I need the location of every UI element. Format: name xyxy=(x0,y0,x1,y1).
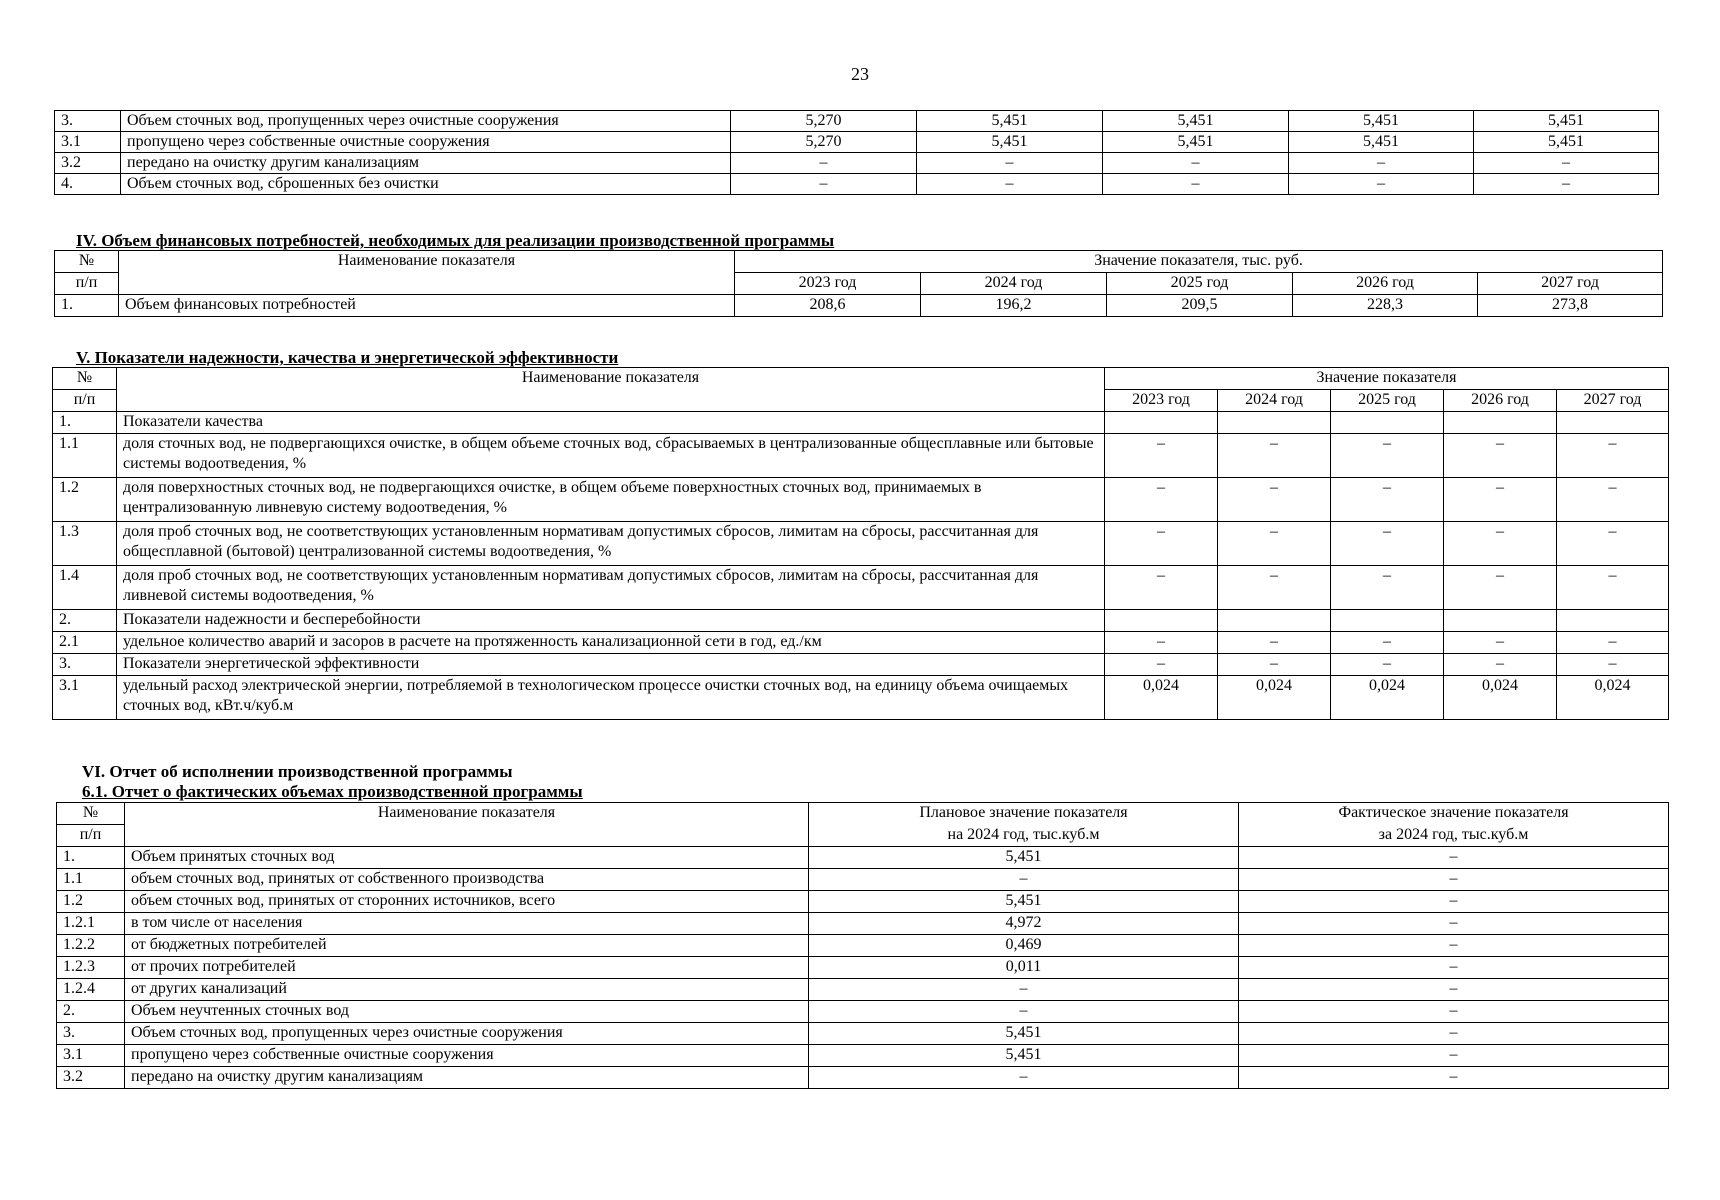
row-value xyxy=(1218,610,1331,632)
row-value: – xyxy=(1218,566,1331,610)
row-number: 1.2.2 xyxy=(57,935,125,957)
row-value: 0,024 xyxy=(1105,676,1218,720)
col-name-header: Наименование показателя xyxy=(117,368,1105,412)
row-value xyxy=(1444,412,1557,434)
row-value: 0,024 xyxy=(1444,676,1557,720)
row-value: – xyxy=(1105,478,1218,522)
row-name: Показатели надежности и бесперебойности xyxy=(117,610,1105,632)
row-fact-value: – xyxy=(1239,913,1669,935)
row-number: 1. xyxy=(55,295,119,317)
row-name: удельный расход электрической энергии, потребляемой в технологическом процессе очистки сточных вод, на единицу объема очищаемых сточных вод, кВт.ч/куб.м xyxy=(117,676,1105,720)
col-num-header-2: п/п xyxy=(57,825,125,847)
row-fact-value: – xyxy=(1239,1023,1669,1045)
row-value: – xyxy=(1331,654,1444,676)
row-value: – xyxy=(1105,434,1218,478)
table-row xyxy=(53,522,1669,566)
row-name: Показатели энергетической эффективности xyxy=(117,654,1105,676)
row-value xyxy=(1105,412,1218,434)
table-row xyxy=(57,1045,1669,1067)
row-value: – xyxy=(731,174,917,195)
table-row xyxy=(55,174,1659,195)
row-value: – xyxy=(1557,654,1669,676)
row-value: 5,451 xyxy=(1103,132,1289,153)
row-number: 1. xyxy=(53,412,117,434)
col-plan-header: Плановое значение показателя xyxy=(809,803,1239,825)
row-value: – xyxy=(1331,632,1444,654)
table-row xyxy=(53,478,1669,522)
row-number: 3. xyxy=(57,1023,125,1045)
row-number: 2. xyxy=(57,1001,125,1023)
row-name: передано на очистку другим канализациям xyxy=(121,153,731,174)
year-header: 2027 год xyxy=(1557,390,1669,412)
row-name: Объем финансовых потребностей xyxy=(119,295,735,317)
row-value: – xyxy=(917,174,1103,195)
row-fact-value: – xyxy=(1239,1001,1669,1023)
row-number: 1.3 xyxy=(53,522,117,566)
table-row xyxy=(57,957,1669,979)
row-value xyxy=(1331,412,1444,434)
row-value: – xyxy=(917,153,1103,174)
row-number: 2. xyxy=(53,610,117,632)
year-header: 2023 год xyxy=(735,273,921,295)
table-volumes-continued xyxy=(54,110,1659,195)
row-number: 1.1 xyxy=(57,869,125,891)
row-value: – xyxy=(1331,566,1444,610)
table-row xyxy=(55,295,1663,317)
row-value xyxy=(1557,610,1669,632)
row-value: – xyxy=(1444,434,1557,478)
row-plan-value: – xyxy=(809,1001,1239,1023)
row-plan-value: – xyxy=(809,979,1239,1001)
row-name: Показатели качества xyxy=(117,412,1105,434)
row-value: – xyxy=(1105,654,1218,676)
row-value: – xyxy=(1105,522,1218,566)
row-value: – xyxy=(1444,522,1557,566)
table-row xyxy=(57,891,1669,913)
row-value: – xyxy=(1444,566,1557,610)
row-number: 3.2 xyxy=(55,153,121,174)
row-number: 3.1 xyxy=(57,1045,125,1067)
row-name: Объем неучтенных сточных вод xyxy=(125,1001,809,1023)
row-number: 3.2 xyxy=(57,1067,125,1089)
row-number: 2.1 xyxy=(53,632,117,654)
row-value: – xyxy=(1103,174,1289,195)
table-reliability-indicators xyxy=(52,367,1669,720)
col-name-header: Наименование показателя xyxy=(119,251,735,295)
year-header: 2023 год xyxy=(1105,390,1218,412)
row-name: доля проб сточных вод, не соответствующих установленным нормативам допустимых сбросов, лимитам на сбросы, рассчитанная для общесплавной (бытовой) централизованной системы водоотведения, % xyxy=(117,522,1105,566)
row-value: – xyxy=(1444,478,1557,522)
row-value xyxy=(1557,412,1669,434)
table-row xyxy=(57,1023,1669,1045)
row-number: 1.2.1 xyxy=(57,913,125,935)
section5-heading: V. Показатели надежности, качества и энергетической эффективности xyxy=(76,348,619,367)
row-plan-value: – xyxy=(809,1067,1239,1089)
section6-heading: VI. Отчет об исполнении производственной программы xyxy=(82,762,513,781)
year-header: 2026 год xyxy=(1444,390,1557,412)
table-row xyxy=(57,1067,1669,1089)
row-value: – xyxy=(1557,522,1669,566)
row-value: – xyxy=(1289,174,1474,195)
row-plan-value: 4,972 xyxy=(809,913,1239,935)
table-row xyxy=(57,913,1669,935)
row-value: 209,5 xyxy=(1107,295,1293,317)
row-name: пропущено через собственные очистные сооружения xyxy=(125,1045,809,1067)
row-name: объем сточных вод, принятых от собственного производства xyxy=(125,869,809,891)
row-value: – xyxy=(1105,566,1218,610)
table-row xyxy=(55,132,1659,153)
row-fact-value: – xyxy=(1239,979,1669,1001)
table-row xyxy=(53,434,1669,478)
table-actual-volumes xyxy=(56,802,1669,1089)
year-header: 2025 год xyxy=(1331,390,1444,412)
row-name: от прочих потребителей xyxy=(125,957,809,979)
row-number: 1.2.4 xyxy=(57,979,125,1001)
year-header: 2024 год xyxy=(921,273,1107,295)
row-name: удельное количество аварий и засоров в расчете на протяженность канализационной сети в год, ед./км xyxy=(117,632,1105,654)
row-fact-value: – xyxy=(1239,935,1669,957)
row-plan-value: 5,451 xyxy=(809,891,1239,913)
row-plan-value: 0,011 xyxy=(809,957,1239,979)
col-num-header-2: п/п xyxy=(55,273,119,295)
row-name: Объем сточных вод, сброшенных без очистки xyxy=(121,174,731,195)
row-value: 5,451 xyxy=(917,111,1103,132)
col-num-header-2: п/п xyxy=(53,390,117,412)
row-fact-value: – xyxy=(1239,1067,1669,1089)
table-row xyxy=(57,869,1669,891)
row-value: 0,024 xyxy=(1331,676,1444,720)
row-value: – xyxy=(1331,478,1444,522)
row-fact-value: – xyxy=(1239,847,1669,869)
row-name: в том числе от населения xyxy=(125,913,809,935)
row-fact-value: – xyxy=(1239,891,1669,913)
table-row xyxy=(53,412,1669,434)
row-value: 5,451 xyxy=(1474,111,1659,132)
row-number: 3. xyxy=(53,654,117,676)
row-number: 1.1 xyxy=(53,434,117,478)
row-value: 273,8 xyxy=(1478,295,1663,317)
row-value xyxy=(1105,610,1218,632)
table-row xyxy=(57,1001,1669,1023)
row-number: 3.1 xyxy=(55,132,121,153)
year-header: 2026 год xyxy=(1293,273,1478,295)
row-plan-value: 5,451 xyxy=(809,1023,1239,1045)
row-value: – xyxy=(1474,174,1659,195)
row-value xyxy=(1331,610,1444,632)
row-value: 5,451 xyxy=(917,132,1103,153)
row-value: – xyxy=(1218,522,1331,566)
row-value: – xyxy=(1103,153,1289,174)
row-name: доля поверхностных сточных вод, не подвергающихся очистке, в общем объеме поверхностных сточных вод, принимаемых в централизованную ливневую систему водоотведения, % xyxy=(117,478,1105,522)
row-fact-value: – xyxy=(1239,1045,1669,1067)
row-number: 1.4 xyxy=(53,566,117,610)
year-header: 2027 год xyxy=(1478,273,1663,295)
row-name: от бюджетных потребителей xyxy=(125,935,809,957)
row-value: – xyxy=(1289,153,1474,174)
row-value: – xyxy=(1218,654,1331,676)
row-number: 1. xyxy=(57,847,125,869)
table-actual-volumes-body xyxy=(57,803,1669,1089)
row-value: – xyxy=(1557,632,1669,654)
table-row xyxy=(53,610,1669,632)
row-value: – xyxy=(1444,632,1557,654)
table-row xyxy=(57,847,1669,869)
row-value: – xyxy=(1218,632,1331,654)
row-name: доля проб сточных вод, не соответствующих установленным нормативам допустимых сбросов, лимитам на сбросы, рассчитанная для ливневой системы водоотведения, % xyxy=(117,566,1105,610)
row-value: – xyxy=(1105,632,1218,654)
row-fact-value: – xyxy=(1239,957,1669,979)
row-value: – xyxy=(1557,478,1669,522)
row-number: 1.2.3 xyxy=(57,957,125,979)
row-name: Объем принятых сточных вод xyxy=(125,847,809,869)
row-plan-value: 5,451 xyxy=(809,847,1239,869)
section4-heading: IV. Объем финансовых потребностей, необходимых для реализации производственной программы xyxy=(76,231,835,250)
row-value: 5,451 xyxy=(1289,111,1474,132)
table-row xyxy=(53,676,1669,720)
row-plan-value: 0,469 xyxy=(809,935,1239,957)
year-header: 2025 год xyxy=(1107,273,1293,295)
row-name: пропущено через собственные очистные сооружения xyxy=(121,132,731,153)
row-name: передано на очистку другим канализациям xyxy=(125,1067,809,1089)
row-value: – xyxy=(731,153,917,174)
row-fact-value: – xyxy=(1239,869,1669,891)
row-value: – xyxy=(1331,434,1444,478)
row-value xyxy=(1218,412,1331,434)
row-plan-value: – xyxy=(809,869,1239,891)
row-value: 5,270 xyxy=(731,132,917,153)
row-value: – xyxy=(1331,522,1444,566)
row-value xyxy=(1444,610,1557,632)
page-number: 23 xyxy=(851,64,869,84)
table-volumes-continued-body xyxy=(55,111,1659,195)
col-value-header: Значение показателя xyxy=(1105,368,1669,390)
col-value-header: Значение показателя, тыс. руб. xyxy=(735,251,1663,273)
row-value: – xyxy=(1218,478,1331,522)
row-value: – xyxy=(1557,434,1669,478)
table-reliability-body xyxy=(53,368,1669,720)
col-num-header: № xyxy=(53,368,117,390)
row-name: от других канализаций xyxy=(125,979,809,1001)
col-plan-header-2: на 2024 год, тыс.куб.м xyxy=(809,825,1239,847)
row-value: – xyxy=(1474,153,1659,174)
row-value: 196,2 xyxy=(921,295,1107,317)
row-value: 5,451 xyxy=(1289,132,1474,153)
row-value: 5,270 xyxy=(731,111,917,132)
row-number: 3.1 xyxy=(53,676,117,720)
row-number: 3. xyxy=(55,111,121,132)
row-value: 0,024 xyxy=(1557,676,1669,720)
col-num-header: № xyxy=(55,251,119,273)
col-num-header: № xyxy=(57,803,125,825)
row-value: 5,451 xyxy=(1474,132,1659,153)
col-name-header: Наименование показателя xyxy=(125,803,809,847)
row-name: Объем сточных вод, пропущенных через очистные сооружения xyxy=(121,111,731,132)
table-financial-needs xyxy=(54,250,1663,317)
row-value: – xyxy=(1444,654,1557,676)
row-value: 228,3 xyxy=(1293,295,1478,317)
section6-subheading: 6.1. Отчет о фактических объемах производственной программы xyxy=(82,782,583,801)
row-plan-value: 5,451 xyxy=(809,1045,1239,1067)
year-header: 2024 год xyxy=(1218,390,1331,412)
row-number: 1.2 xyxy=(53,478,117,522)
row-value: – xyxy=(1218,434,1331,478)
table-row xyxy=(57,979,1669,1001)
row-value: – xyxy=(1557,566,1669,610)
row-value: 5,451 xyxy=(1103,111,1289,132)
row-value: 208,6 xyxy=(735,295,921,317)
table-row xyxy=(53,654,1669,676)
row-name: доля сточных вод, не подвергающихся очистке, в общем объеме сточных вод, сбрасываемых в централизованные общесплавные или бытовые системы водоотведения, % xyxy=(117,434,1105,478)
row-number: 4. xyxy=(55,174,121,195)
table-row xyxy=(57,935,1669,957)
table-row xyxy=(53,566,1669,610)
row-name: Объем сточных вод, пропущенных через очистные сооружения xyxy=(125,1023,809,1045)
row-value: 0,024 xyxy=(1218,676,1331,720)
row-number: 1.2 xyxy=(57,891,125,913)
table-row xyxy=(53,632,1669,654)
table-row xyxy=(55,111,1659,132)
col-fact-header: Фактическое значение показателя xyxy=(1239,803,1669,825)
col-fact-header-2: за 2024 год, тыс.куб.м xyxy=(1239,825,1669,847)
table-row xyxy=(55,153,1659,174)
row-name: объем сточных вод, принятых от сторонних источников, всего xyxy=(125,891,809,913)
